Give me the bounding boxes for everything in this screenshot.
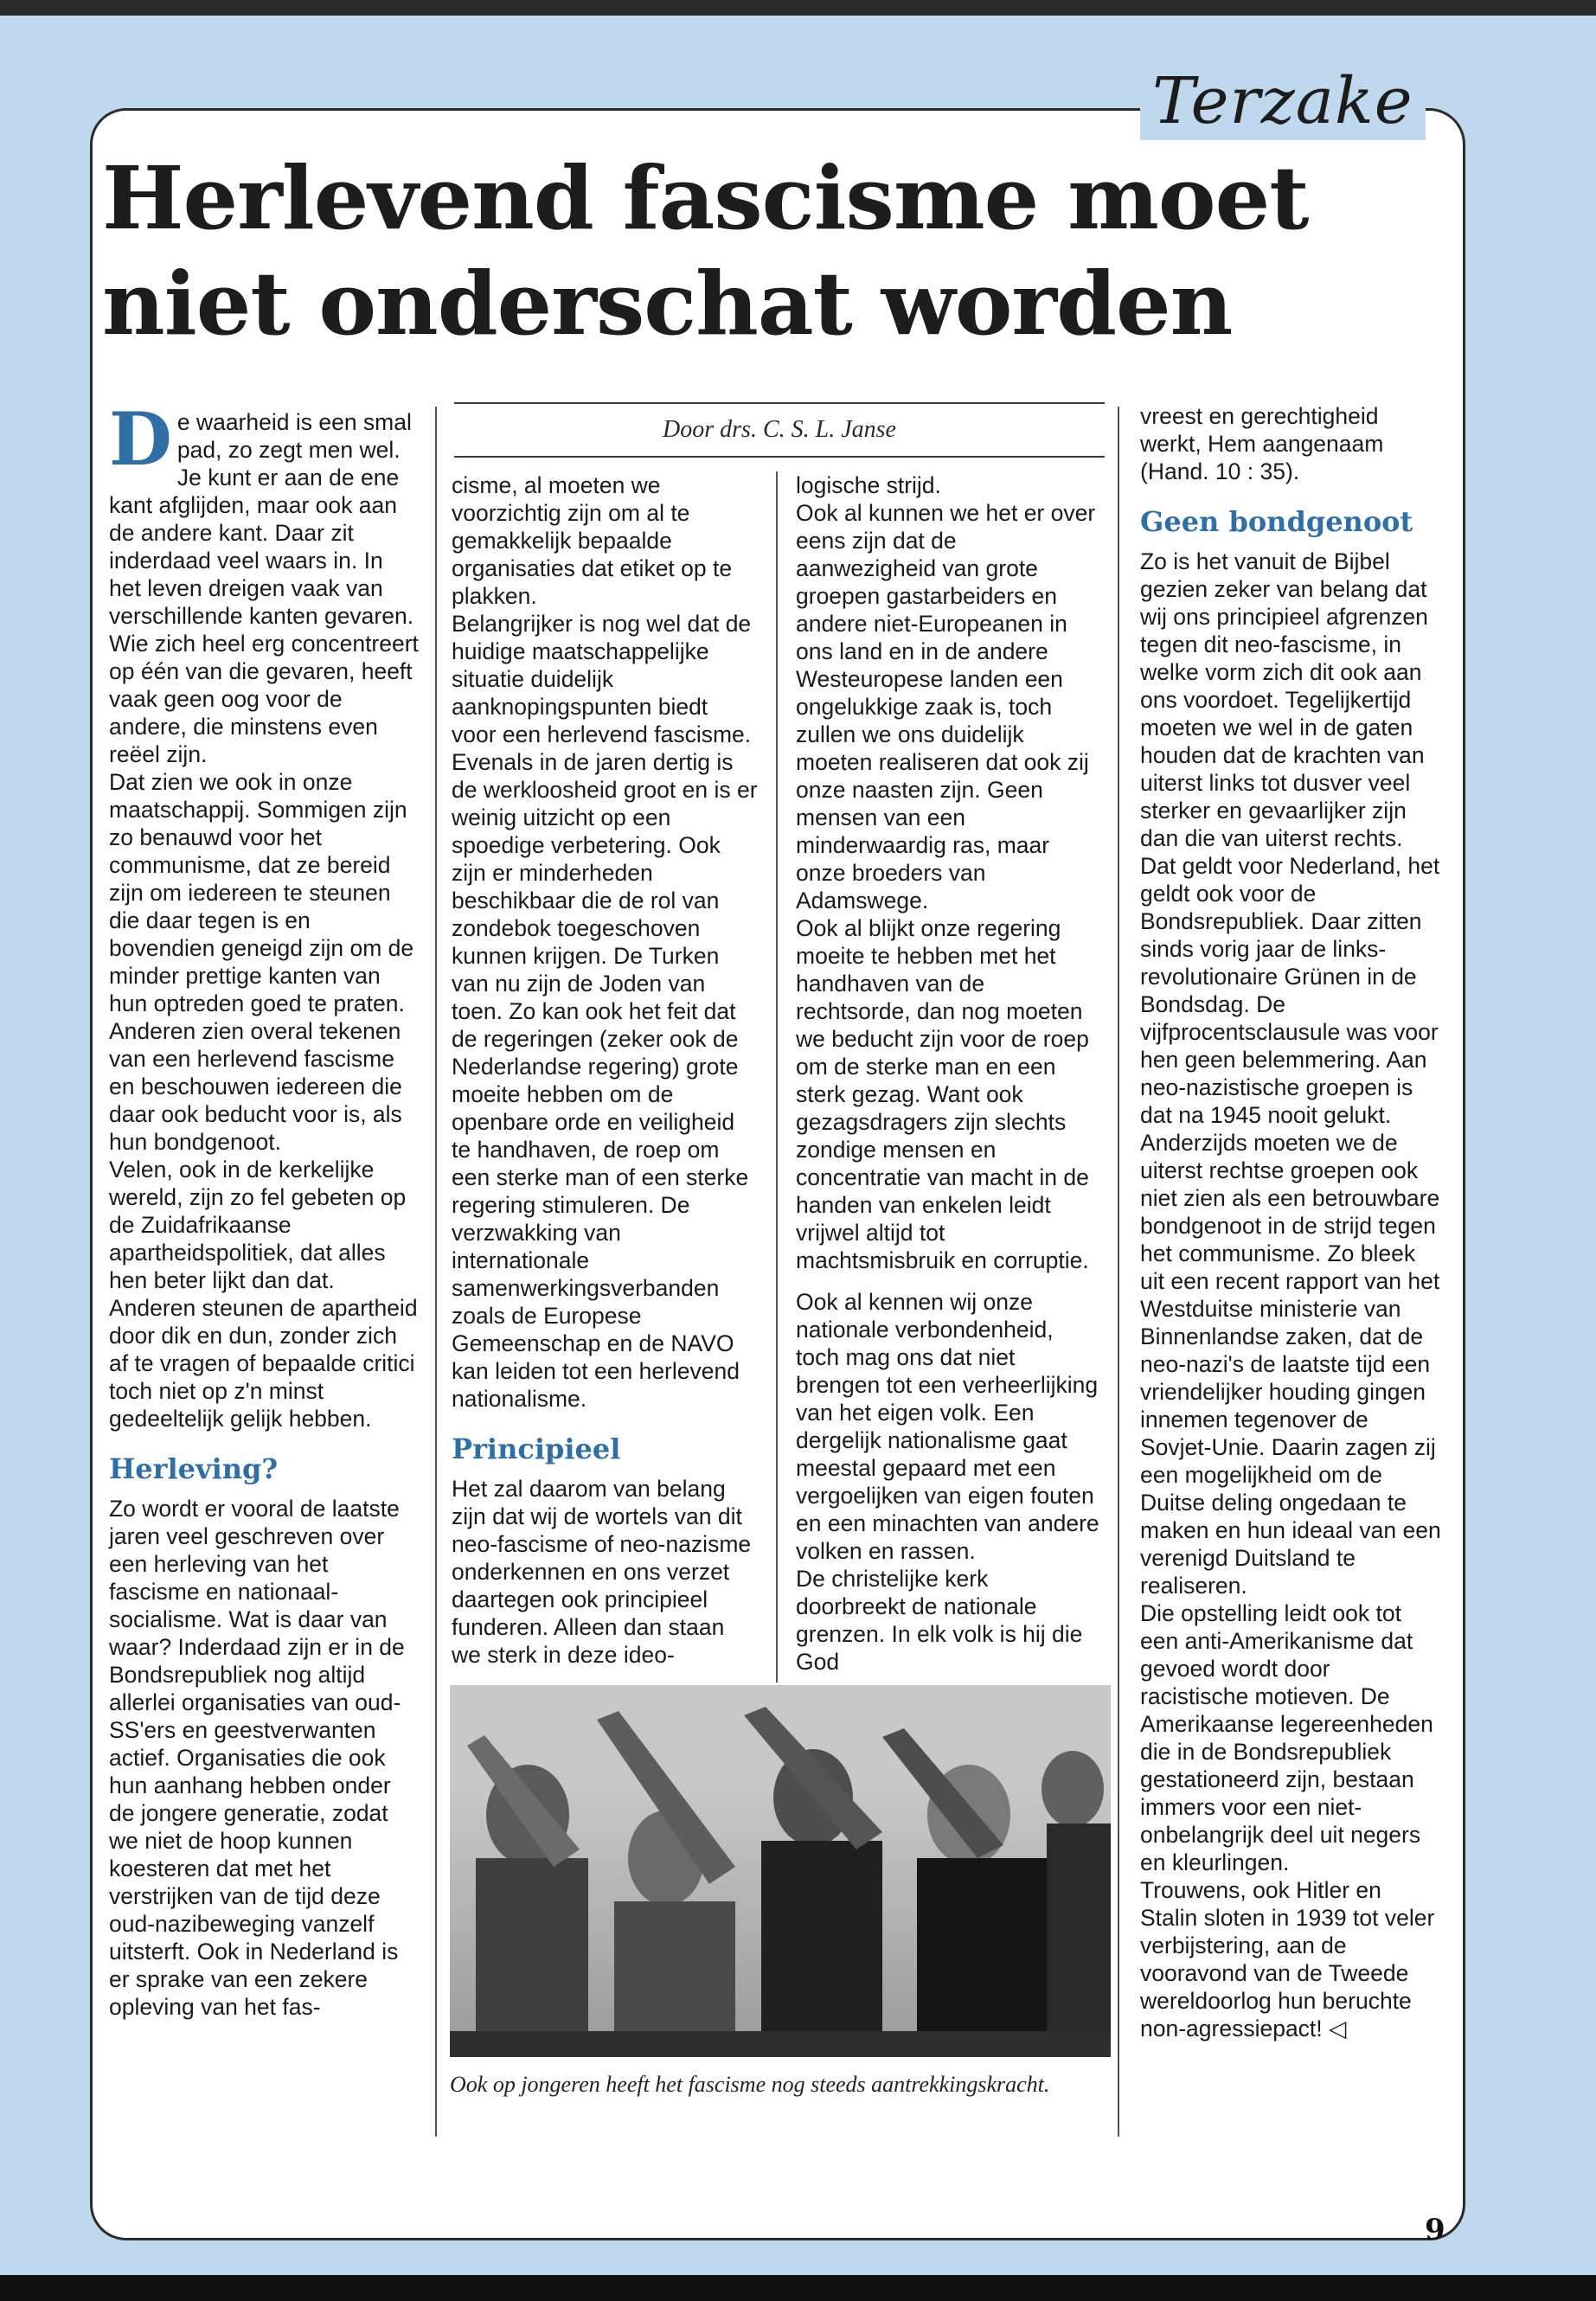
paragraph: Zo wordt er vooral de laatste jaren veel geschreven over een herleving van het fascisme en nationaal-socialisme. Wat is daar van waar? Inderdaad zijn er in de Bondsrepubliek nog altijd allerlei organisaties van oud-SS'ers en geestverwanten actief. Organisaties die ook hun aanhang hebben onder de jongere generatie, zodat we niet de hoop kunnen koesteren dat met het verstrijken van de tijd deze oud-nazibeweging vanzelf uitsterft. Ook in Nederland is er sprake van een zekere opleving van het fas- <box>109 1496 405 2020</box>
paragraph: Die opstelling leidt ook tot een anti-Amerikanisme dat gevoed wordt door racistische motieven. De Amerikaanse legereenheden die in de Bondsrepubliek gestationeerd zijn, bestaan immers voor een niet-onbelangrijk deel uit negers en kleurlingen. <box>1140 1600 1433 1875</box>
column-1 <box>109 396 420 2021</box>
page-top-edge <box>0 0 1596 16</box>
paragraph: Trouwens, ook Hitler en Stalin sloten in 1939 tot veler verbijstering, aan de vooravond van de Tweede wereldoorlog hun beruchte non-agressiepact! ◁ <box>1140 1877 1435 2041</box>
photo-caption: Ook op jongeren heeft het fascisme nog steeds aantrekkingskracht. <box>450 2072 1050 2097</box>
news-photo <box>450 1685 1111 2057</box>
paragraph: cisme, al moeten we voorzichtig zijn om al te gemakkelijk bepaalde organisaties dat etiket op te plakken. <box>452 472 733 609</box>
subheading-principieel: Principieel <box>452 1433 621 1465</box>
photo-illustration <box>450 1685 1111 2057</box>
intro-paragraph <box>109 396 420 768</box>
paragraph: Belangrijker is nog wel dat de huidige maatschappelijke situatie duidelijk aanknopingspunten biedt voor een herlevend fascisme. Evenals in de jaren dertig is de werkloosheid groot en is er weinig uitzicht op een spoedige verbetering. Ook zijn er minderheden beschikbaar die de rol van zondebok toegeschoven kunnen krijgen. De Turken van nu zijn de Joden van toen. Zo kan ook het feit dat de regeringen (zeker ook de Nederlandse regering) grote moeite hebben om de openbare orde en veiligheid te handhaven, de roep om een sterke man of een sterke regering stimuleren. De verzwakking van internationale samenwerkingsverbanden zoals de Europese Gemeenschap en de NAVO kan leiden tot een herlevend nationalisme. <box>452 611 758 1412</box>
page-bottom-edge <box>0 2275 1596 2301</box>
byline: Door drs. C. S. L. Janse <box>454 402 1105 458</box>
paragraph: vreest en gerechtigheid werkt, Hem aangenaam (Hand. 10 : 35). <box>1140 403 1384 484</box>
column-rule <box>1118 407 1119 2137</box>
drop-cap: D <box>109 396 172 482</box>
paragraph: Dat zien we ook in onze maatschappij. Sommigen zijn zo benauwd voor het communisme, dat ze bereid zijn om iedereen te steunen die daar tegen is en bovendien geneigd zijn om de minder prettige kanten van hun optreden goed te praten. Anderen zien overal tekenen van een herlevend fascisme en beschouwen iedereen die daar ook beducht voor is, als hun bondgenoot. <box>109 769 414 1155</box>
paragraph: De christelijke kerk doorbreekt de nationale grenzen. In elk volk is hij die God <box>796 1566 1083 1675</box>
paragraph: Zo is het vanuit de Bijbel gezien zeker van belang dat wij ons principieel afgrenzen tegen dit neo-fascisme, in welke vorm zich dit ook aan ons voordoet. Tegelijkertijd moeten we wel in de gaten houden dat de krachten van uiterst links tot dusver veel sterker en gevaarlijker zijn dan die van uiterst rechts. Dat geldt voor Nederland, het geldt ook voor de Bondsrepubliek. Daar zitten sinds vorig jaar de links-revolutionaire Grünen in de Bondsdag. De vijfprocentsclausule was voor hen geen belemmering. Aan neo-nazistische groepen is dat na 1945 nooit gelukt. <box>1140 548 1440 1128</box>
intro-text: e waarheid is een smal pad, zo zegt men wel. Je kunt er aan de ene kant afglijden, maar ook aan de andere kant. Daar zit inderdaad veel waars in. In het leven dreigen vaak van verschillende kanten gevaren. Wie zich heel erg concentreert op één van die gevaren, heeft vaak geen oog voor de andere, die minstens even reëel zijn. <box>109 409 419 767</box>
paragraph: Ook al kunnen we het er over eens zijn dat de aanwezigheid van grote groepen gastarbeiders en andere niet-Europeanen in ons land en in de andere Westeuropese landen een ongelukkige zaak is, toch zullen we ons duidelijk moeten realiseren dat ook zij onze naasten zijn. Geen mensen van een minderwaardig ras, maar onze broeders van Adamswege. <box>796 500 1096 913</box>
paragraph: Anderzijds moeten we de uiterst rechtse groepen ook niet zien als een betrouwbare bondgenoot in de strijd tegen het communisme. Zo bleek uit een recent rapport van het Westduitse ministerie van Binnenlandse zaken, dat de neo-nazi's de laatste tijd een vriendelijker houding gingen innemen tegenover de Sovjet-Unie. Daarin zagen zij een mogelijkheid om de Duitse deling ongedaan te maken en hun ideaal van een verenigd Duitsland te realiseren. <box>1140 1130 1441 1599</box>
subheading-herleving: Herleving? <box>109 1452 279 1485</box>
column-rule <box>776 471 778 1682</box>
column-4 <box>1140 402 1445 2042</box>
paragraph: Het zal daarom van belang zijn dat wij de wortels van dit neo-fascisme of neo-nazisme onderkennen en ons verzet daartegen ook principieel funderen. Alleen dan staan we sterk in deze ideo- <box>452 1476 752 1668</box>
paragraph: Ook al kennen wij onze nationale verbondenheid, toch mag ons dat niet brengen tot een verheerlijking van het eigen volk. Een dergelijk nationalisme gaat meestal gepaard met een vergoelijken van eigen fouten en een minachten van andere volken en rassen. <box>796 1289 1099 1564</box>
column-rule <box>435 407 437 2137</box>
subheading-geen-bondgenoot: Geen bondgenoot <box>1140 505 1413 538</box>
column-3 <box>796 471 1103 1676</box>
column-2 <box>452 471 759 1669</box>
headline: Herlevend fascisme moet niet onderschat worden <box>102 147 1309 355</box>
section-label: Terzake <box>1140 62 1426 140</box>
paragraph: Velen, ook in de kerkelijke wereld, zijn zo fel gebeten op de Zuidafrikaanse apartheidspolitiek, dat alles hen beter lijkt dan dat. Anderen steunen de apartheid door dik en dun, zonder zich af te vragen of bepaalde critici toch niet op z'n minst gedeeltelijk gelijk hebben. <box>109 1157 418 1432</box>
paragraph: Ook al blijkt onze regering moeite te hebben met het handhaven van de rechtsorde, dan nog moeten we beducht zijn voor de roep om de sterke man en een sterk gezag. Want ook gezagsdragers zijn slechts zondige mensen en concentratie van macht in de handen van enkelen leidt vrijwel altijd tot machtsmisbruik en corruptie. <box>796 915 1089 1273</box>
page-number: 9 <box>1425 2213 1445 2247</box>
paragraph: logische strijd. <box>796 472 941 498</box>
